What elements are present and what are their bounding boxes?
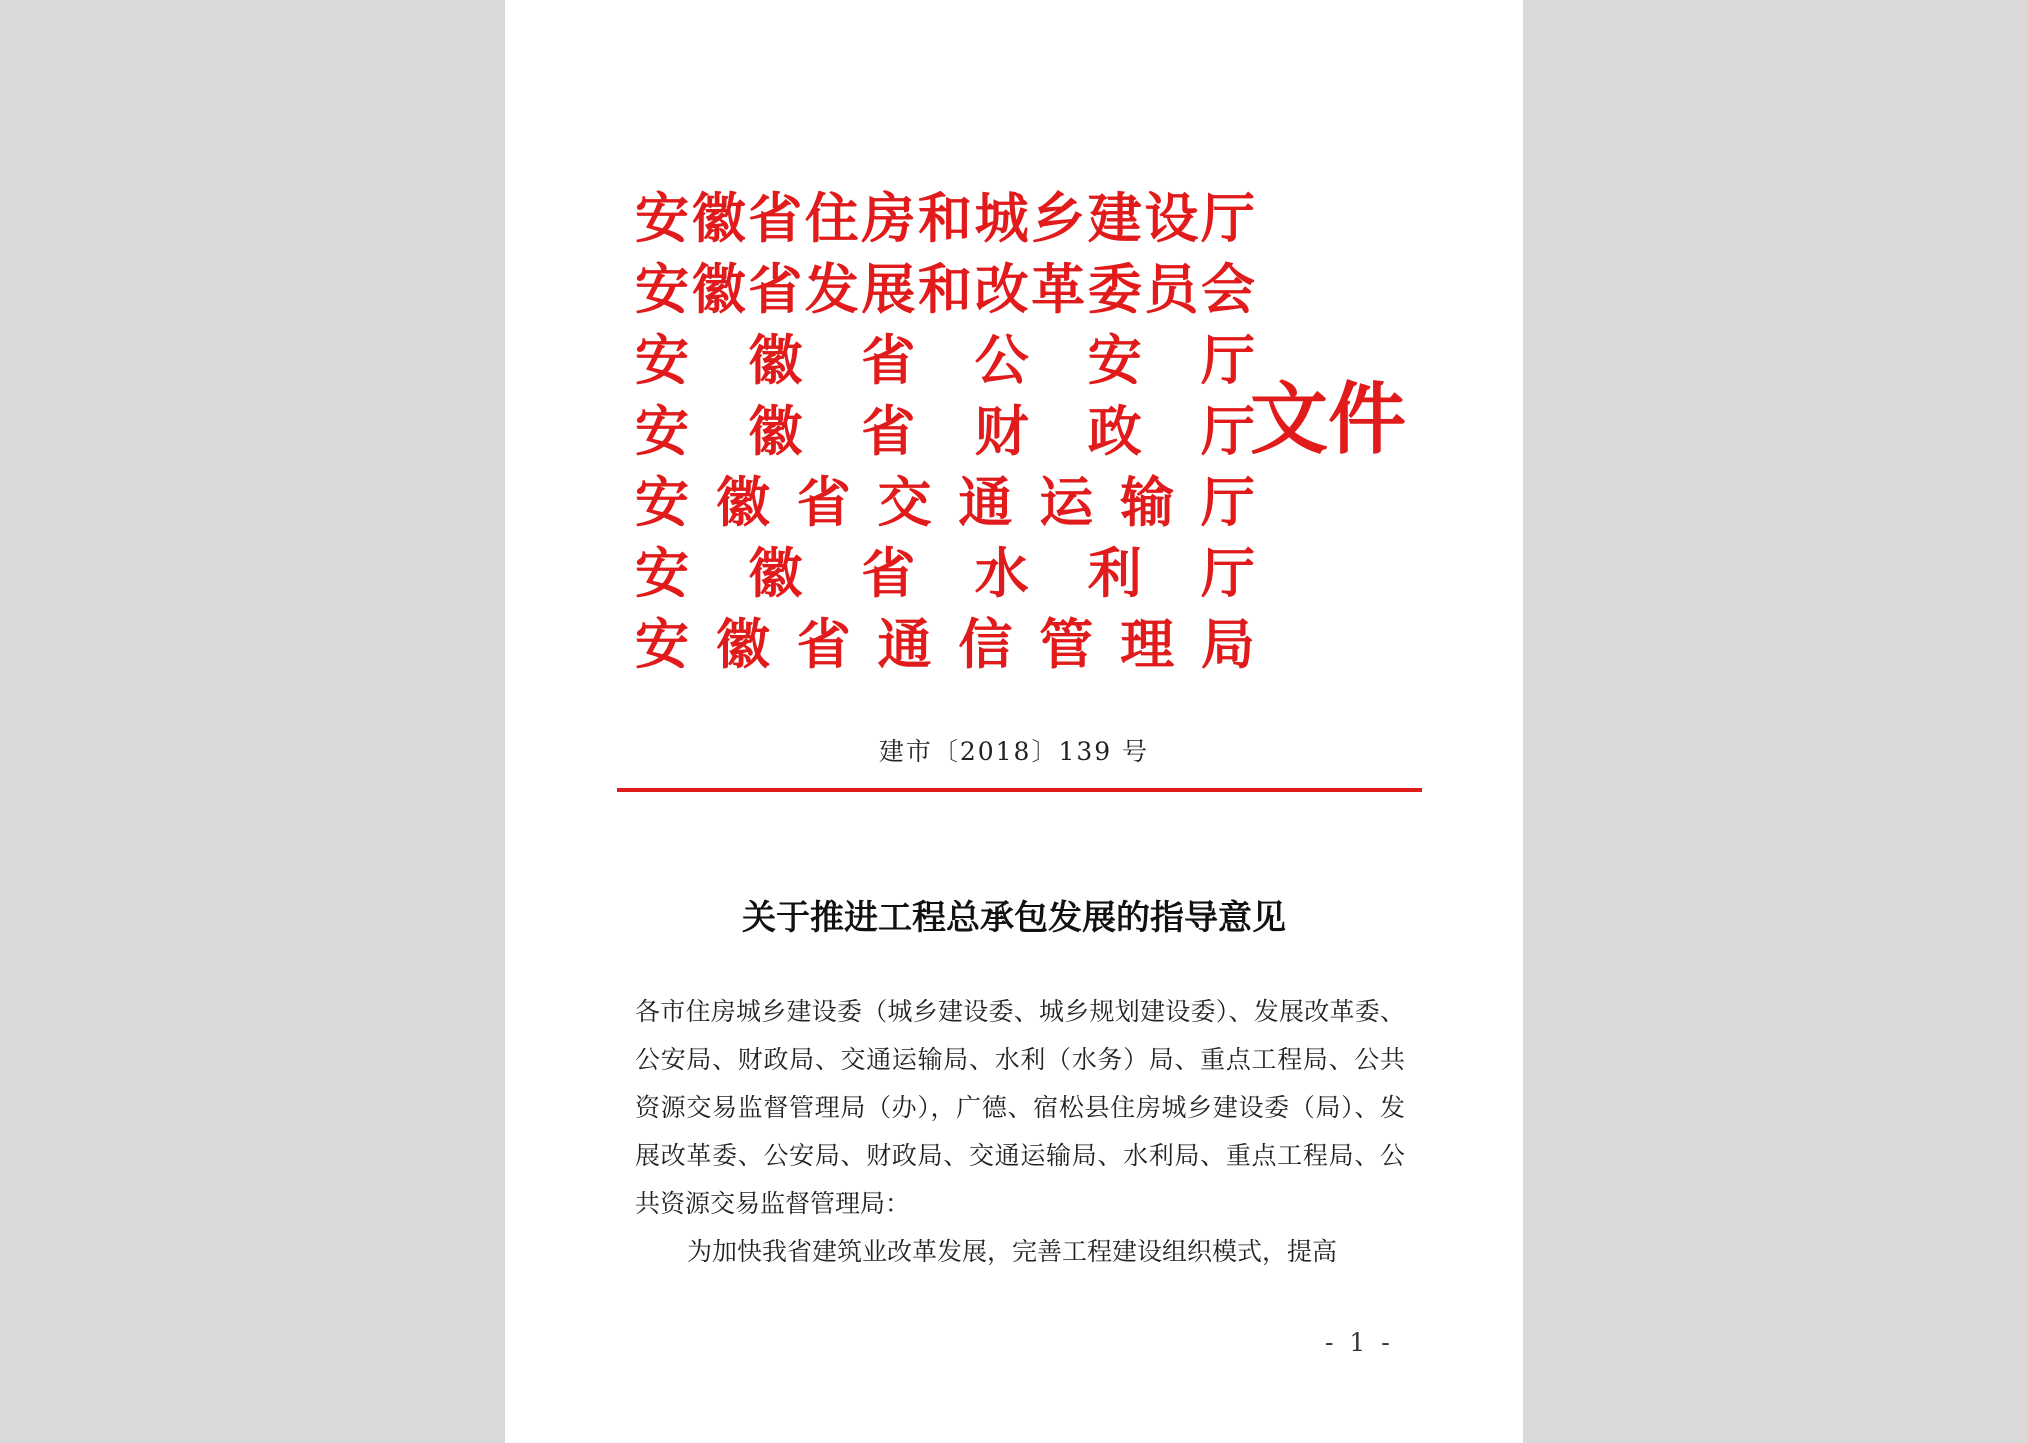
- issuer-character: 安: [635, 186, 689, 250]
- issuer-character: 发: [804, 257, 859, 321]
- issuer-character: 省: [748, 257, 803, 321]
- issuer-line: [635, 325, 1255, 396]
- issuer-character: 局: [1200, 612, 1255, 676]
- issuer-character: 财: [974, 399, 1029, 463]
- issuer-character: 建: [1087, 186, 1142, 250]
- body-paragraph: 为加快我省建筑业改革发展，完善工程建设组织模式，提高: [687, 1237, 1338, 1266]
- issuer-character: 省: [748, 186, 803, 250]
- addressee-paragraph: 各市住房城乡建设委（城乡建设委、城乡规划建设委）、发展改革委、公安局、财政局、交通运输局、水利（水务）局、重点工程局、公共资源交易监督管理局（办），广德、宿松县住房城乡建设委（局）、发展改革委、公安局、财政局、交通运输局、水利局、重点工程局、公共资源交易监督管理局：: [635, 997, 1405, 1218]
- issuer-character: 厅: [1200, 470, 1255, 534]
- issuer-character: 安: [635, 612, 689, 676]
- issuer-character: 理: [1120, 612, 1175, 676]
- issuer-line: [635, 467, 1255, 538]
- issuer-character: 通: [877, 612, 932, 676]
- document-suffix: 文件: [1250, 374, 1407, 465]
- document-number: 建市〔2018〕139 号: [878, 737, 1150, 766]
- issuer-character: 和: [917, 186, 972, 250]
- issuer-character: 利: [1087, 541, 1142, 605]
- red-divider-line: [617, 788, 1422, 792]
- issuer-line: [635, 538, 1255, 609]
- issuer-line: [635, 254, 1255, 325]
- issuer-character: 通: [958, 470, 1013, 534]
- issuer-character: 设: [1144, 186, 1199, 250]
- issuer-character: 运: [1039, 470, 1094, 534]
- issuer-character: 安: [635, 470, 689, 534]
- issuer-character: 管: [1039, 612, 1094, 676]
- issuer-character: 徽: [715, 470, 770, 534]
- issuer-character: 厅: [1200, 399, 1255, 463]
- issuer-character: 住: [804, 186, 859, 250]
- document-page: [505, 0, 1523, 1443]
- issuer-character: 安: [635, 399, 689, 463]
- document-title: 关于推进工程总承包发展的指导意见: [742, 898, 1286, 938]
- issuer-line: [635, 609, 1255, 680]
- issuer-character: 革: [1031, 257, 1086, 321]
- issuing-agencies: [635, 183, 1255, 680]
- issuer-character: 徽: [748, 399, 803, 463]
- issuer-character: 委: [1087, 257, 1142, 321]
- issuer-character: 信: [958, 612, 1013, 676]
- issuer-character: 输: [1120, 470, 1175, 534]
- issuer-character: 安: [1087, 328, 1142, 392]
- issuer-character: 安: [635, 328, 689, 392]
- issuer-character: 安: [635, 257, 689, 321]
- issuer-character: 厅: [1200, 186, 1255, 250]
- issuer-line: [635, 183, 1255, 254]
- issuer-character: 展: [861, 257, 916, 321]
- issuer-character: 省: [861, 541, 916, 605]
- issuer-character: 交: [877, 470, 932, 534]
- issuer-character: 房: [861, 186, 916, 250]
- issuer-character: 和: [917, 257, 972, 321]
- issuer-character: 省: [796, 470, 851, 534]
- issuer-character: 徽: [748, 328, 803, 392]
- issuer-character: 公: [974, 328, 1029, 392]
- issuer-character: 员: [1144, 257, 1199, 321]
- issuer-character: 徽: [691, 186, 746, 250]
- issuer-character: 安: [635, 541, 689, 605]
- issuer-character: 乡: [1031, 186, 1086, 250]
- issuer-character: 厅: [1200, 328, 1255, 392]
- issuer-character: 会: [1200, 257, 1255, 321]
- issuer-character: 城: [974, 186, 1029, 250]
- issuer-character: 厅: [1200, 541, 1255, 605]
- issuer-line: [635, 396, 1255, 467]
- issuer-character: 省: [861, 399, 916, 463]
- issuer-character: 省: [861, 328, 916, 392]
- issuer-character: 徽: [691, 257, 746, 321]
- issuer-character: 改: [974, 257, 1029, 321]
- issuer-character: 徽: [748, 541, 803, 605]
- page-number: - 1 -: [1325, 1328, 1394, 1357]
- issuer-character: 水: [974, 541, 1029, 605]
- issuer-character: 徽: [715, 612, 770, 676]
- issuer-character: 省: [796, 612, 851, 676]
- issuer-character: 政: [1087, 399, 1142, 463]
